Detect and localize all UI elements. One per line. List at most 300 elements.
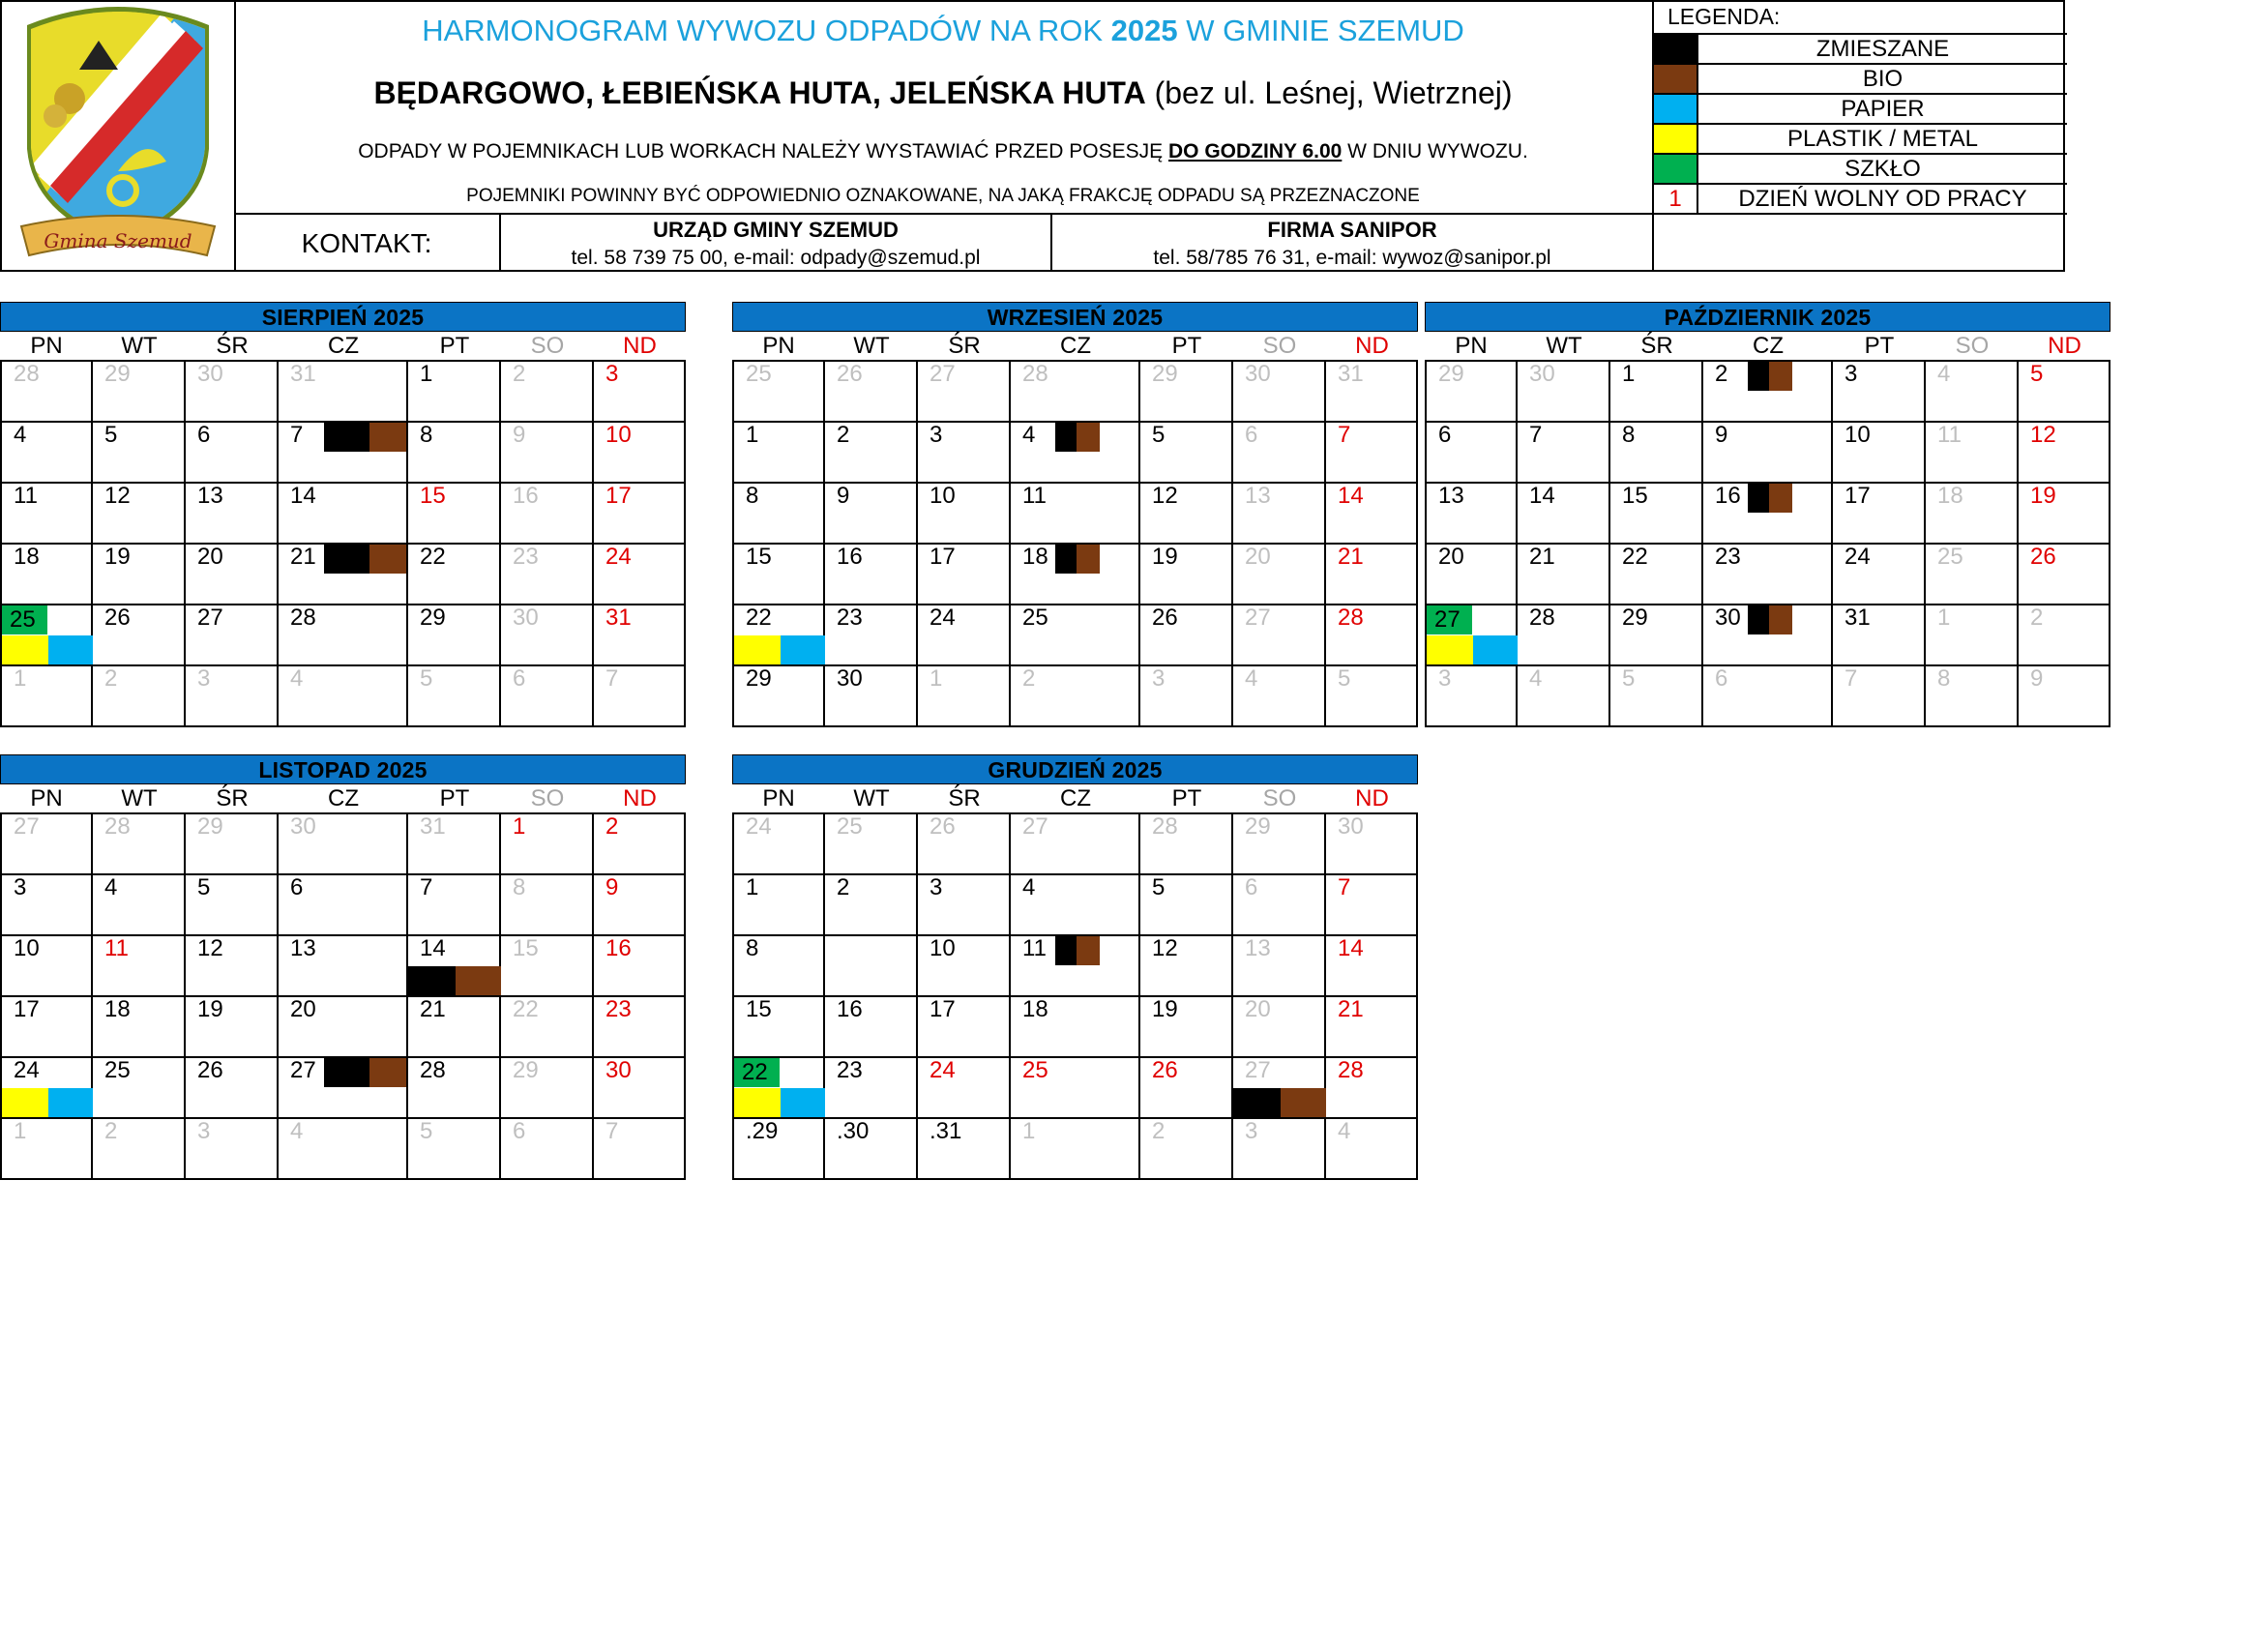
office-info: tel. 58 739 75 00, e-mail: odpady@szemud.pl — [571, 247, 981, 269]
weekday-header: SO — [1955, 333, 1990, 359]
day-number: 1 — [746, 874, 759, 900]
day-cell — [501, 875, 594, 936]
bio-waste-marker — [1077, 423, 1100, 452]
day-cell — [501, 545, 594, 605]
day-cell — [1140, 666, 1233, 727]
day-number: 18 — [1022, 996, 1048, 1022]
day-number: 23 — [837, 605, 863, 631]
weekday-header: ŚR — [216, 333, 249, 359]
day-number: 21 — [1529, 544, 1555, 570]
weekday-header: WT — [853, 785, 890, 811]
day-number: 19 — [1152, 996, 1178, 1022]
day-cell — [918, 997, 1011, 1058]
month-calendar — [0, 302, 686, 725]
day-number: 5 — [1152, 422, 1166, 448]
day-cell — [93, 814, 186, 875]
day-cell — [1703, 423, 1833, 484]
day-number: 10 — [930, 483, 956, 509]
firm-name: FIRMA SANIPOR — [1267, 218, 1437, 242]
office-contact — [501, 215, 1052, 272]
day-cell — [501, 936, 594, 997]
legend-title: LEGENDA: — [1667, 4, 1781, 29]
day-number: 5 — [197, 874, 211, 900]
day-number: 26 — [197, 1057, 223, 1083]
weekday-header: ND — [1355, 785, 1389, 811]
gmina-szemud-coat-of-arms — [2, 2, 234, 270]
day-number: 4 — [104, 874, 118, 900]
day-number: 30 — [605, 1057, 632, 1083]
weekday-header: ND — [1355, 333, 1389, 359]
day-cell — [825, 666, 918, 727]
weekday-header: WT — [121, 785, 158, 811]
day-number: 1 — [746, 422, 759, 448]
day-cell — [186, 814, 279, 875]
day-number: 24 — [930, 1057, 956, 1083]
weekday-header: ŚR — [216, 785, 249, 811]
day-number: 7 — [605, 665, 619, 692]
day-number: 6 — [513, 1118, 526, 1144]
day-number: 3 — [197, 665, 211, 692]
day-number: 27 — [930, 361, 956, 387]
day-cell — [1425, 484, 1518, 545]
day-cell — [732, 362, 825, 423]
day-cell — [918, 362, 1011, 423]
day-cell — [186, 997, 279, 1058]
day-number: 28 — [104, 813, 131, 840]
weekday-header: PN — [762, 333, 795, 359]
day-number: 1 — [420, 361, 433, 387]
weekday-header: PN — [762, 785, 795, 811]
day-number: 4 — [290, 665, 304, 692]
day-cell — [1140, 936, 1233, 997]
day-cell — [0, 605, 93, 666]
svg-text:Gmina Szemud: Gmina Szemud — [44, 229, 192, 252]
day-cell — [186, 484, 279, 545]
day-number: 18 — [14, 544, 40, 570]
day-cell — [2019, 666, 2110, 727]
day-number: 25 — [2, 605, 47, 634]
day-cell — [2019, 484, 2110, 545]
day-number: 9 — [1715, 422, 1728, 448]
legend-label: SZKŁO — [1845, 156, 1921, 182]
day-cell — [279, 814, 408, 875]
day-number: 18 — [104, 996, 131, 1022]
day-number: 22 — [420, 544, 446, 570]
weekday-header: ND — [2048, 333, 2081, 359]
day-number: 1 — [1022, 1118, 1036, 1144]
day-cell — [732, 666, 825, 727]
day-cell — [594, 814, 686, 875]
day-number: 16 — [605, 935, 632, 961]
day-cell — [0, 936, 93, 997]
day-number: 26 — [104, 605, 131, 631]
day-cell — [918, 423, 1011, 484]
day-number: 30 — [1245, 361, 1271, 387]
day-number: 5 — [1152, 874, 1166, 900]
day-cell — [501, 1058, 594, 1119]
day-cell — [1011, 605, 1140, 666]
day-number: 16 — [1715, 483, 1741, 509]
day-cell — [918, 1119, 1011, 1180]
day-number: .31 — [930, 1118, 962, 1144]
title-block — [234, 2, 1652, 213]
day-cell — [186, 666, 279, 727]
paper-marker — [48, 635, 93, 664]
day-number: 23 — [837, 1057, 863, 1083]
day-number: 23 — [605, 996, 632, 1022]
month-title: WRZESIEŃ 2025 — [732, 302, 1418, 332]
day-number: 4 — [1022, 874, 1036, 900]
day-cell — [1926, 545, 2019, 605]
day-number: 12 — [1152, 935, 1178, 961]
legend-label: DZIEŃ WOLNY OD PRACY — [1738, 186, 2027, 212]
legend-swatch — [1654, 155, 1698, 183]
month-title: GRUDZIEŃ 2025 — [732, 754, 1418, 784]
day-cell — [93, 1119, 186, 1180]
day-number: 24 — [930, 605, 956, 631]
day-cell — [1518, 605, 1610, 666]
day-number: 4 — [1529, 665, 1543, 692]
legend-swatch: 1 — [1654, 185, 1698, 213]
day-cell — [2019, 362, 2110, 423]
day-cell — [408, 997, 501, 1058]
firm-contact — [1052, 215, 1652, 272]
day-cell — [1011, 666, 1140, 727]
day-cell — [408, 484, 501, 545]
weekday-header: SO — [1262, 333, 1297, 359]
day-number: 16 — [837, 544, 863, 570]
day-number: 20 — [197, 544, 223, 570]
day-number: 28 — [1152, 813, 1178, 840]
day-number: 31 — [1338, 361, 1364, 387]
area-name: BĘDARGOWO, ŁEBIEŃSKA HUTA, JELEŃSKA HUTA (bez ul. Leśnej, Wietrznej) — [373, 75, 1513, 110]
day-number: 29 — [104, 361, 131, 387]
day-cell — [93, 484, 186, 545]
day-number: 12 — [197, 935, 223, 961]
plastic-metal-marker — [2, 1088, 48, 1117]
day-number: 25 — [1022, 605, 1048, 631]
day-cell — [918, 545, 1011, 605]
day-cell — [1926, 362, 2019, 423]
office-name: URZĄD GMINY SZEMUD — [653, 218, 899, 242]
weekday-header: ND — [623, 333, 657, 359]
day-number: 26 — [837, 361, 863, 387]
schedule-title: HARMONOGRAM WYWOZU ODPADÓW NA ROK 2025 W GMINIE SZEMUD — [422, 14, 1464, 47]
day-number: 31 — [290, 361, 316, 387]
mixed-waste-marker — [1055, 936, 1077, 965]
day-number: 4 — [14, 422, 27, 448]
day-cell — [1326, 605, 1418, 666]
day-cell — [279, 545, 408, 605]
day-cell — [1011, 875, 1140, 936]
day-cell — [186, 545, 279, 605]
weekday-header: CZ — [328, 333, 359, 359]
day-cell — [825, 1119, 918, 1180]
day-number: 30 — [837, 665, 863, 692]
day-cell — [1233, 936, 1326, 997]
day-cell — [279, 666, 408, 727]
legend-label: ZMIESZANE — [1815, 36, 1950, 62]
day-number: 28 — [290, 605, 316, 631]
day-cell — [1233, 814, 1326, 875]
day-cell — [279, 936, 408, 997]
bio-waste-marker — [369, 545, 406, 574]
day-number: 3 — [197, 1118, 211, 1144]
weekday-header: WT — [121, 333, 158, 359]
day-number: 13 — [1438, 483, 1464, 509]
day-cell — [1703, 484, 1833, 545]
day-cell — [1011, 484, 1140, 545]
day-number: 1 — [14, 665, 27, 692]
month-title: SIERPIEŃ 2025 — [0, 302, 686, 332]
day-number: 25 — [1937, 544, 1963, 570]
day-cell — [1011, 1058, 1140, 1119]
day-number: 19 — [197, 996, 223, 1022]
day-cell — [594, 997, 686, 1058]
day-cell — [1233, 362, 1326, 423]
day-number: 2 — [1152, 1118, 1166, 1144]
day-cell — [594, 484, 686, 545]
day-number: 29 — [1438, 361, 1464, 387]
day-cell — [408, 666, 501, 727]
day-cell — [501, 997, 594, 1058]
day-number: 5 — [1338, 665, 1351, 692]
day-number: 20 — [290, 996, 316, 1022]
day-cell — [408, 936, 501, 997]
day-number: 5 — [104, 422, 118, 448]
day-number: 4 — [1338, 1118, 1351, 1144]
day-cell — [1140, 362, 1233, 423]
day-number: 30 — [1715, 605, 1741, 631]
day-cell — [1233, 875, 1326, 936]
day-number: 5 — [1622, 665, 1636, 692]
bio-waste-marker — [1077, 545, 1100, 574]
day-number: 1 — [513, 813, 526, 840]
day-number: 15 — [513, 935, 539, 961]
day-number: 14 — [1338, 935, 1364, 961]
day-number: 30 — [1529, 361, 1555, 387]
day-cell — [186, 1058, 279, 1119]
day-number: 30 — [290, 813, 316, 840]
day-cell — [93, 545, 186, 605]
day-cell — [1140, 997, 1233, 1058]
day-number: 3 — [1152, 665, 1166, 692]
day-number: 2 — [104, 665, 118, 692]
day-cell — [408, 545, 501, 605]
legend-label: BIO — [1862, 66, 1904, 92]
day-number: 28 — [1022, 361, 1048, 387]
contact-row — [234, 213, 1652, 272]
day-number: 20 — [1438, 544, 1464, 570]
day-cell — [1833, 545, 1926, 605]
day-cell — [825, 545, 918, 605]
day-number: 11 — [1022, 483, 1047, 509]
day-cell — [1140, 1119, 1233, 1180]
day-number: 4 — [1245, 665, 1258, 692]
day-number: 18 — [1937, 483, 1963, 509]
day-cell — [1926, 666, 2019, 727]
mixed-waste-marker — [1233, 1088, 1281, 1117]
plastic-metal-marker — [734, 635, 781, 664]
day-cell — [1833, 423, 1926, 484]
day-cell — [1833, 484, 1926, 545]
day-number: 5 — [420, 665, 433, 692]
day-cell — [594, 875, 686, 936]
day-number: 31 — [420, 813, 446, 840]
day-number: 3 — [930, 874, 943, 900]
weekday-header: CZ — [1060, 785, 1091, 811]
day-cell — [825, 997, 918, 1058]
day-number: 11 — [1937, 422, 1962, 448]
weekday-header: PN — [1455, 333, 1488, 359]
weekday-header: PN — [30, 333, 63, 359]
day-cell — [825, 875, 918, 936]
day-number: 15 — [746, 996, 772, 1022]
day-cell — [1140, 423, 1233, 484]
day-number: 13 — [1245, 935, 1271, 961]
day-cell — [279, 484, 408, 545]
day-number: 3 — [14, 874, 27, 900]
weekday-header: PT — [439, 333, 470, 359]
day-cell — [1140, 814, 1233, 875]
day-cell — [1326, 875, 1418, 936]
day-cell — [408, 605, 501, 666]
day-number: 3 — [605, 361, 619, 387]
day-cell — [1233, 545, 1326, 605]
bio-waste-marker — [369, 423, 406, 452]
day-number: 1 — [1622, 361, 1636, 387]
month-title: PAŹDZIERNIK 2025 — [1425, 302, 2110, 332]
day-cell — [0, 423, 93, 484]
day-number: 22 — [734, 1058, 780, 1087]
day-cell — [93, 423, 186, 484]
day-number: 22 — [746, 605, 772, 631]
day-number: 27 — [1427, 605, 1472, 634]
day-cell — [732, 814, 825, 875]
day-number: 19 — [104, 544, 131, 570]
day-cell — [918, 814, 1011, 875]
day-cell — [1518, 666, 1610, 727]
weekday-header: PT — [439, 785, 470, 811]
day-number: .30 — [837, 1118, 870, 1144]
bio-waste-marker — [369, 1058, 406, 1087]
mixed-waste-marker — [324, 1058, 369, 1087]
month-calendar — [732, 302, 1418, 725]
day-cell — [825, 362, 918, 423]
day-cell — [279, 1119, 408, 1180]
day-number: 7 — [1338, 874, 1351, 900]
day-cell — [1233, 997, 1326, 1058]
day-cell — [594, 545, 686, 605]
day-cell — [1610, 423, 1703, 484]
day-number: 8 — [1937, 665, 1951, 692]
day-number: 2 — [1715, 361, 1728, 387]
day-cell — [1425, 666, 1518, 727]
bio-waste-marker — [1769, 484, 1792, 513]
day-cell — [732, 1119, 825, 1180]
plastic-metal-marker — [2, 635, 48, 664]
weekday-header: ŚR — [1640, 333, 1673, 359]
day-cell — [1140, 484, 1233, 545]
day-number: 31 — [1845, 605, 1871, 631]
day-number: 17 — [1845, 483, 1871, 509]
day-cell — [0, 997, 93, 1058]
day-number: 8 — [420, 422, 433, 448]
day-cell — [825, 936, 918, 997]
legend-label: PLASTIK / METAL — [1787, 126, 1978, 152]
mixed-waste-marker — [324, 545, 369, 574]
day-number: 5 — [420, 1118, 433, 1144]
day-number: 23 — [1715, 544, 1741, 570]
day-cell — [594, 605, 686, 666]
day-cell — [1326, 545, 1418, 605]
day-cell — [1326, 936, 1418, 997]
day-number: 9 — [837, 483, 850, 509]
paper-marker — [781, 1088, 825, 1117]
day-cell — [732, 875, 825, 936]
day-number: 19 — [1152, 544, 1178, 570]
mixed-waste-marker — [1748, 484, 1769, 513]
day-cell — [1833, 362, 1926, 423]
legend-item — [1654, 123, 2067, 153]
day-cell — [594, 1058, 686, 1119]
day-number: 28 — [1338, 605, 1364, 631]
day-cell — [594, 936, 686, 997]
day-cell — [1926, 605, 2019, 666]
day-number: 10 — [1845, 422, 1871, 448]
day-number: 11 — [1022, 935, 1047, 961]
weekday-header: SO — [530, 785, 565, 811]
day-number: 29 — [1152, 361, 1178, 387]
day-cell — [918, 605, 1011, 666]
day-cell — [1011, 814, 1140, 875]
day-cell — [825, 605, 918, 666]
day-number: 13 — [1245, 483, 1271, 509]
day-cell — [1233, 423, 1326, 484]
day-cell — [1703, 545, 1833, 605]
day-cell — [186, 1119, 279, 1180]
day-cell — [0, 1058, 93, 1119]
day-cell — [1425, 605, 1518, 666]
day-number: 22 — [513, 996, 539, 1022]
legend-swatch — [1654, 125, 1698, 153]
weekday-header: WT — [1546, 333, 1582, 359]
day-cell — [0, 1119, 93, 1180]
contact-label: KONTAKT: — [234, 215, 501, 272]
mixed-waste-marker — [1055, 545, 1077, 574]
day-number: 29 — [513, 1057, 539, 1083]
day-cell — [918, 1058, 1011, 1119]
day-cell — [1326, 666, 1418, 727]
day-number: 26 — [2030, 544, 2056, 570]
weekday-header: ND — [623, 785, 657, 811]
day-number: 24 — [14, 1057, 40, 1083]
bio-waste-marker — [1769, 362, 1792, 391]
day-number: 15 — [746, 544, 772, 570]
day-number: 8 — [746, 935, 759, 961]
legend-item — [1654, 93, 2067, 123]
day-cell — [501, 666, 594, 727]
day-number: 7 — [1529, 422, 1543, 448]
day-cell — [93, 997, 186, 1058]
day-number: 27 — [290, 1057, 316, 1083]
day-cell — [1140, 875, 1233, 936]
day-number: 9 — [513, 422, 526, 448]
day-cell — [2019, 545, 2110, 605]
day-cell — [918, 484, 1011, 545]
day-cell — [1011, 1119, 1140, 1180]
day-cell — [1518, 423, 1610, 484]
